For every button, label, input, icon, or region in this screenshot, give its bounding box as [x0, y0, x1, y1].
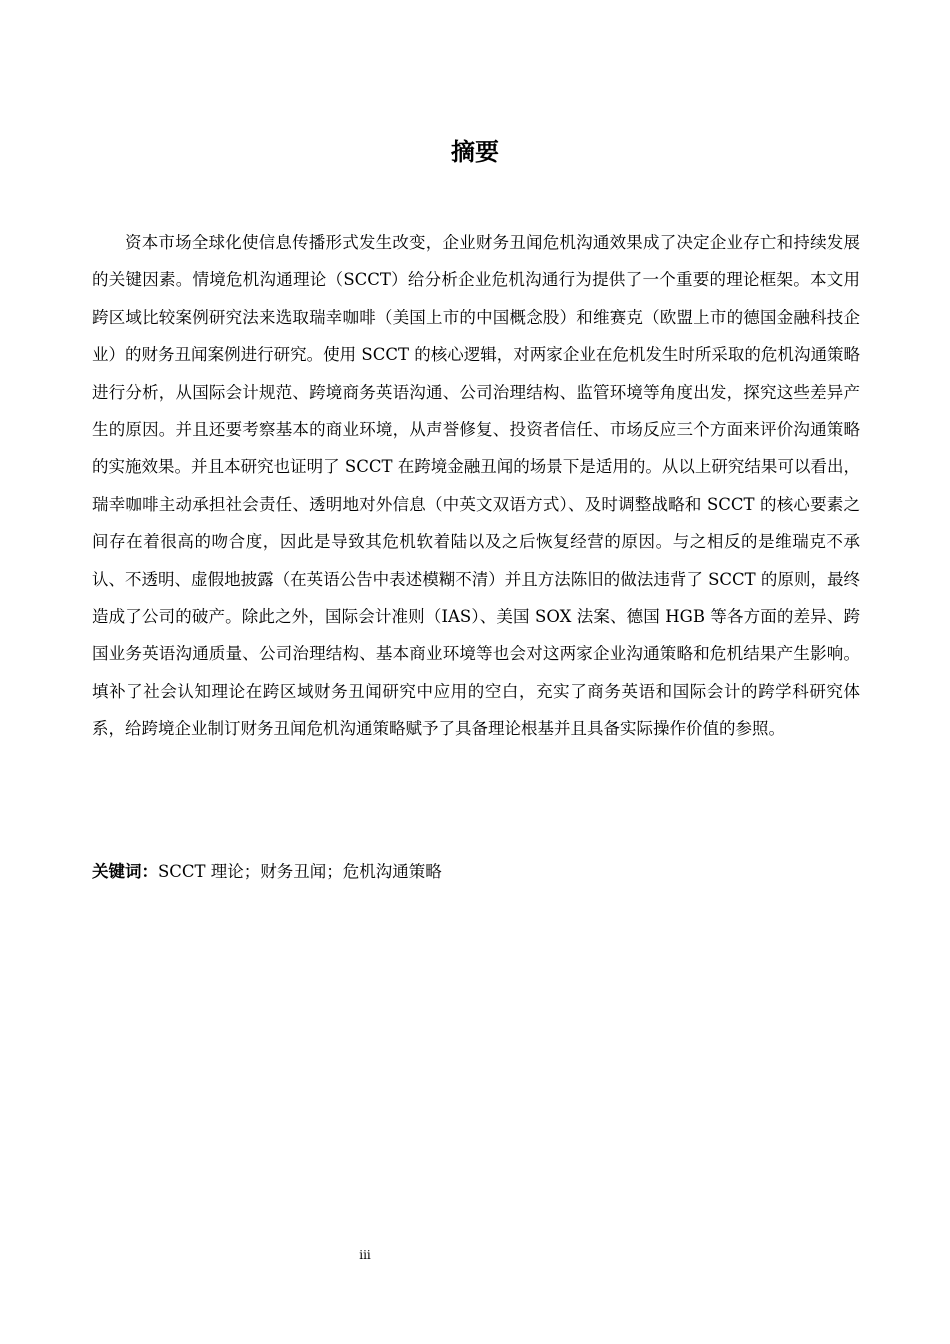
page-title: 摘要	[451, 138, 499, 166]
page-number: iii	[359, 1248, 371, 1262]
abstract-paragraph: 资本市场全球化使信息传播形式发生改变，企业财务丑闻危机沟通效果成了决定企业存亡和持续发展的关键因素。情境危机沟通理论（SCCT）给分析企业危机沟通行为提供了一个重要的理论框架。本文用跨区域比较案例研究法来选取瑞幸咖啡（美国上市的中国概念股）和维赛克（欧盟上市的德国金融科技企业）的财务丑闻案例进行研究。使用 SCCT 的核心逻辑，对两家企业在危机发生时所采取的危机沟通策略进行分析，从国际会计规范、跨境商务英语沟通、公司治理结构、监管环境等角度出发，探究这些差异产生的原因。并且还要考察基本的商业环境，从声誉修复、投资者信任、市场反应三个方面来评价沟通策略的实施效果。并且本研究也证明了 SCCT 在跨境金融丑闻的场景下是适用的。从以上研究结果可以看出，瑞幸咖啡主动承担社会责任、透明地对外信息（中英文双语方式）、及时调整战略和 SCCT 的核心要素之间存在着很高的吻合度，因此是导致其危机软着陆以及之后恢复经营的原因。与之相反的是维瑞克不承认、不透明、虚假地披露（在英语公告中表述模糊不清）并且方法陈旧的做法违背了 SCCT 的原则，最终造成了公司的破产。除此之外，国际会计准则（IAS）、美国 SOX 法案、德国 HGB 等各方面的差异、跨国业务英语沟通质量、公司治理结构、基本商业环境等也会对这两家企业沟通策略和危机结果产生影响。填补了社会认知理论在跨区域财务丑闻研究中应用的空白，充实了商务英语和国际会计的跨学科研究体系，给跨境企业制订财务丑闻危机沟通策略赋予了具备理论根基并且具备实际操作价值的参照。	[92, 233, 860, 739]
keywords-text: SCCT 理论；财务丑闻；危机沟通策略	[158, 862, 442, 881]
keywords-line	[92, 857, 442, 887]
keywords-label: 关键词：	[92, 862, 158, 881]
